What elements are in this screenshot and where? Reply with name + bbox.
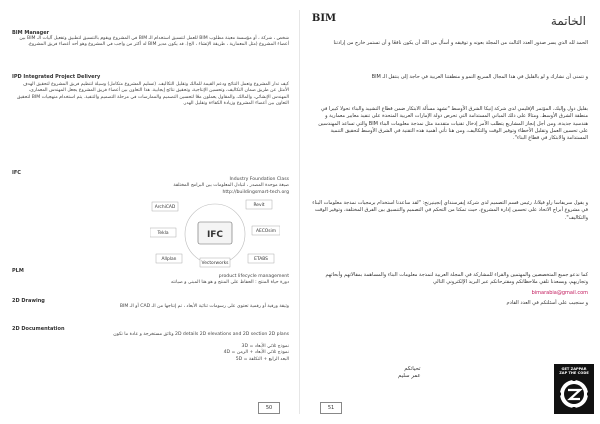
ipd-heading: IPD Integrated Project Delivery: [12, 74, 101, 80]
2d-drawing-text: [12, 304, 289, 310]
conclusion-title: الخاتمة: [550, 14, 586, 28]
page-number-left: 50: [258, 402, 280, 414]
dimension-5d: البعد الرابع + التكلفة = 5D: [235, 356, 289, 362]
plm-heading: PLM: [12, 268, 24, 274]
plm-english: product lifecycle management: [218, 274, 289, 279]
signature-greeting: تحياتكم: [404, 366, 421, 372]
paragraph-3: [312, 106, 588, 145]
ifc-caption-english: Industry Foundation Class: [229, 177, 289, 182]
paragraph-2-text: و نتمنى أن نشارك و لو بالقليل في هذا المجال السريع النمو و منطقتنا العربية في حاجة إلى ينتقل الـ BIM: [371, 74, 588, 80]
paragraph-5-text: كما ندعو جميع المتخصصين والمهتمين والقراء للمشاركة في المجلة العربية لنمذجة معلومات البناء والمساهمة بمقالاتهم وأبحاثهم وتجاربهم، ويسعدنا تلقي ملاحظاتكم ومقترحاتكم عبر البريد الإلكتروني التالي: [325, 272, 588, 286]
paragraph-1-text: الحمد لله الذي يسر صدور العدد الثالث من المجلة بعونه و توفيقه و أسأل من الله أن يكون نافعًا و أن تستمر خارج من إرادتنا: [333, 40, 588, 46]
app-label-archicad: ArchiCAD: [154, 205, 176, 211]
paragraph-5: [312, 272, 588, 310]
ipd-text: [12, 82, 289, 108]
paragraph-3-text: بقليل دول وإليك، المؤتمر الإقليمي لدى شركة إنيكا الشرق الأوسط "تشهد مسألة الابتكار ضمن قطاع التشييد والبناء تحولا كبيرا في منطقة الشرق الأوسط. ومثالا على ذلك المباني المستدامة التي تحرص دولة الإمارات العربية المتحدة على تنفيذ معايير معمارية و هندسية جديدة، ومن أجل إنجاز المشاريع يتطلب الأمر إدخال تقنيات متقدمة مثل نمذجة معلومات البناء BIM والتي تساعد المهندسين على تحسين العمل وتقليل الأخطاء وتوفير الوقت والتكاليف، ومن هنا تأتي أهمية هذه التقنية في الشرق الأوسط لتحقيق التنمية المستدامة والابتكار في قطاع البناء".: [318, 106, 588, 142]
plm-text: [60, 274, 289, 287]
ifc-caption: [120, 177, 289, 196]
bim-logo-text: BIM: [312, 13, 336, 24]
zappar-code-badge[interactable]: [554, 364, 594, 414]
ifc-interoperability-diagram: [150, 196, 280, 268]
paragraph-4: [312, 200, 588, 225]
ifc-caption-url: http://buildingsmart-tech.org: [222, 189, 289, 195]
plm-arabic: دورة حياة المنتج : الحفاظ على المنتج و هو هنا المبنى و صيانته: [170, 280, 289, 286]
ifc-heading: IFC: [12, 170, 21, 176]
dimension-4d: نموذج ثلاثي الأبعاد + الزمن = 4D: [223, 350, 289, 356]
2d-drawing-heading: 2D Drawing: [12, 298, 45, 304]
bim-logo-icon: [312, 10, 336, 24]
contact-email-link[interactable]: bimarabia@gmail.com: [531, 289, 588, 296]
app-label-etabs: ETABS: [254, 257, 268, 263]
left-page-glossary: [0, 0, 299, 424]
dimensions-list: [180, 344, 289, 363]
zappar-line-2: ZAP THE CODE: [559, 371, 589, 376]
app-label-aecosim: AECOsim: [255, 229, 277, 235]
ifc-caption-arabic: صيغة موحدة المصدر ، لتبادل المعلومات بين البرامج المختلفة: [173, 183, 289, 189]
app-label-revit: Revit: [253, 203, 265, 209]
signature-block: [398, 366, 421, 380]
closing-line: و سنجيب على أسئلتكم في العدد القادم: [506, 299, 588, 306]
bim-manager-body: شخص ، شركة ، أو مؤسسة معينة مطلوب BIM للعمل لتنسيق استخدام الـ BIM في المشروع ويقوم بالتنسيق لتطبيق وتفعيل آليات الـ BIM بين أعضاء المشروع (مثل المعمارية ، طريقة الإنشاء ، الخ). قد يكون مدير BIM له أكثر من واجب في المشروع وهو أحد أعضاء فريق المشروع.: [19, 36, 289, 48]
app-label-tekla: Tekla: [157, 231, 169, 237]
bim-manager-heading: BIM Manager: [12, 30, 50, 36]
paragraph-2: [312, 74, 588, 84]
2d-documentation-text: [12, 332, 289, 338]
signature-name: عمر سليم: [398, 373, 421, 379]
bim-manager-text: [12, 36, 289, 49]
2d-drawing-body: وثيقة ورقية أو رقمية تحتوي على رسومات ثنائية الأبعاد ، تم إنتاجها من الـ CAD أو الـ BIM: [119, 304, 289, 309]
zappar-code-icon: [558, 378, 590, 410]
paragraph-1: [312, 40, 588, 50]
ifc-center-label: IFC: [206, 230, 224, 240]
2d-documentation-heading: 2D Documentation: [12, 326, 65, 332]
zappar-line-1: GET ZAPPAR: [561, 367, 587, 371]
ipd-body: كيف تدار المشروع وتعمل النتائج ودعم القيمة للمالك وتقليل التكاليف. (تسليم المشروع متكامل) وسيلة لتنظيم فريق المشروع لتحقيق الهدف الأمثل عن طريق ضمان التكاليف، وتحسين الإنتاجية، وتحقيق نتائج إيجابية. هذا التعاون بين أعضاء فريق المشروع يجعل المهندس المعماري، المهندس الإنشائي، والمالك، والمقاول يعملون معًا لتحسين التصميم والممارسات في مرحلة التصميم والتنفيذ. يتم استخدام منهجيات BIM لتحقيق التعاون بين أعضاء المشروع وزيادة الكفاءة وتقليل الهدر.: [16, 82, 289, 107]
2d-documentation-body: 2D details 2D elevations and 2D section 2D plans وثائق مستخرجة و عادة ما تكون: [113, 332, 289, 337]
app-label-allplan: Allplan: [161, 257, 177, 263]
app-label-vectorworks: Vectorworks: [201, 261, 229, 267]
dimension-3d: نموذج ثلاثي الأبعاد = 3D: [241, 344, 289, 349]
page-number-right: 51: [320, 402, 342, 414]
paragraph-4-text: و يقول سريفاسا راو فيلانا، رئيس قسم التصميم لدى شركة إيفرسنداي إنجينيرنج: "لقد ساعدنا استخدام برمجيات نمذجة معلومات البناء في مشروع أبراج الاتحاد على تحسين إدارة المشروع، حيث تمكنا من التحكم في التصميم والتنسيق بين الفرق المختلفة، وتوفير الوقت والتكاليف".: [312, 200, 588, 221]
right-page-conclusion: [300, 0, 600, 424]
